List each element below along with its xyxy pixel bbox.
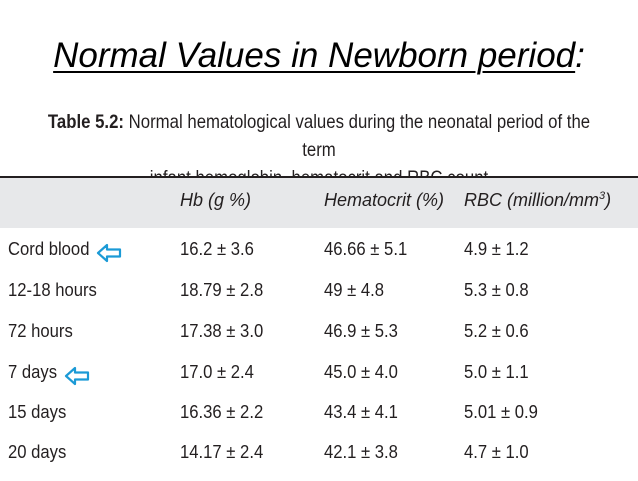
cell-hematocrit: 43.4 ± 4.1 (324, 401, 398, 422)
header-rbc-sup: 3 (599, 190, 606, 202)
slide-title-text: Normal Values in Newborn period (53, 36, 576, 75)
cell-period: 12-18 hours (8, 279, 97, 300)
table-row (0, 441, 638, 481)
arrow-left-icon (64, 366, 90, 386)
cell-period: 7 days (8, 361, 58, 382)
header-rbc-close: ) (605, 190, 612, 210)
arrow-left-icon (96, 243, 122, 263)
cell-rbc: 4.7 ± 1.0 (464, 441, 529, 462)
cell-hb: 17.38 ± 3.0 (180, 320, 264, 341)
table-header (0, 176, 638, 228)
slide-title (0, 36, 638, 76)
slide-title-colon: : (575, 36, 585, 75)
cell-hematocrit: 49 ± 4.8 (324, 279, 385, 300)
cell-period: Cord blood (8, 238, 90, 259)
cell-hematocrit: 46.66 ± 5.1 (324, 238, 408, 259)
table-row (0, 238, 638, 278)
cell-rbc: 4.9 ± 1.2 (464, 238, 529, 259)
header-hb: Hb (g %) (180, 190, 252, 210)
data-table (0, 176, 638, 479)
table-label: Table 5.2: (47, 111, 124, 133)
table-row (0, 401, 638, 441)
cell-period: 20 days (8, 441, 67, 462)
cell-rbc: 5.0 ± 1.1 (464, 361, 529, 382)
cell-hb: 14.17 ± 2.4 (180, 441, 264, 462)
cell-hb: 18.79 ± 2.8 (180, 279, 264, 300)
header-hematocrit: Hematocrit (%) (324, 190, 445, 210)
table-row (0, 279, 638, 319)
cell-hematocrit: 42.1 ± 3.8 (324, 441, 398, 462)
cell-hematocrit: 46.9 ± 5.3 (324, 320, 398, 341)
cell-rbc: 5.01 ± 0.9 (464, 401, 538, 422)
cell-period: 72 hours (8, 320, 73, 341)
cell-hematocrit: 45.0 ± 4.0 (324, 361, 398, 382)
cell-rbc: 5.2 ± 0.6 (464, 320, 529, 341)
header-rbc (464, 190, 611, 211)
cell-hb: 16.36 ± 2.2 (180, 401, 264, 422)
cell-hb: 16.2 ± 3.6 (180, 238, 254, 259)
cell-rbc: 5.3 ± 0.8 (464, 279, 529, 300)
table-caption-line1: Normal hematological values during the neonatal period of the term (128, 111, 591, 161)
table-row (0, 320, 638, 360)
header-rbc-text: RBC (million/mm (464, 190, 599, 210)
table-row (0, 361, 638, 401)
cell-hb: 17.0 ± 2.4 (180, 361, 254, 382)
cell-period: 15 days (8, 401, 67, 422)
